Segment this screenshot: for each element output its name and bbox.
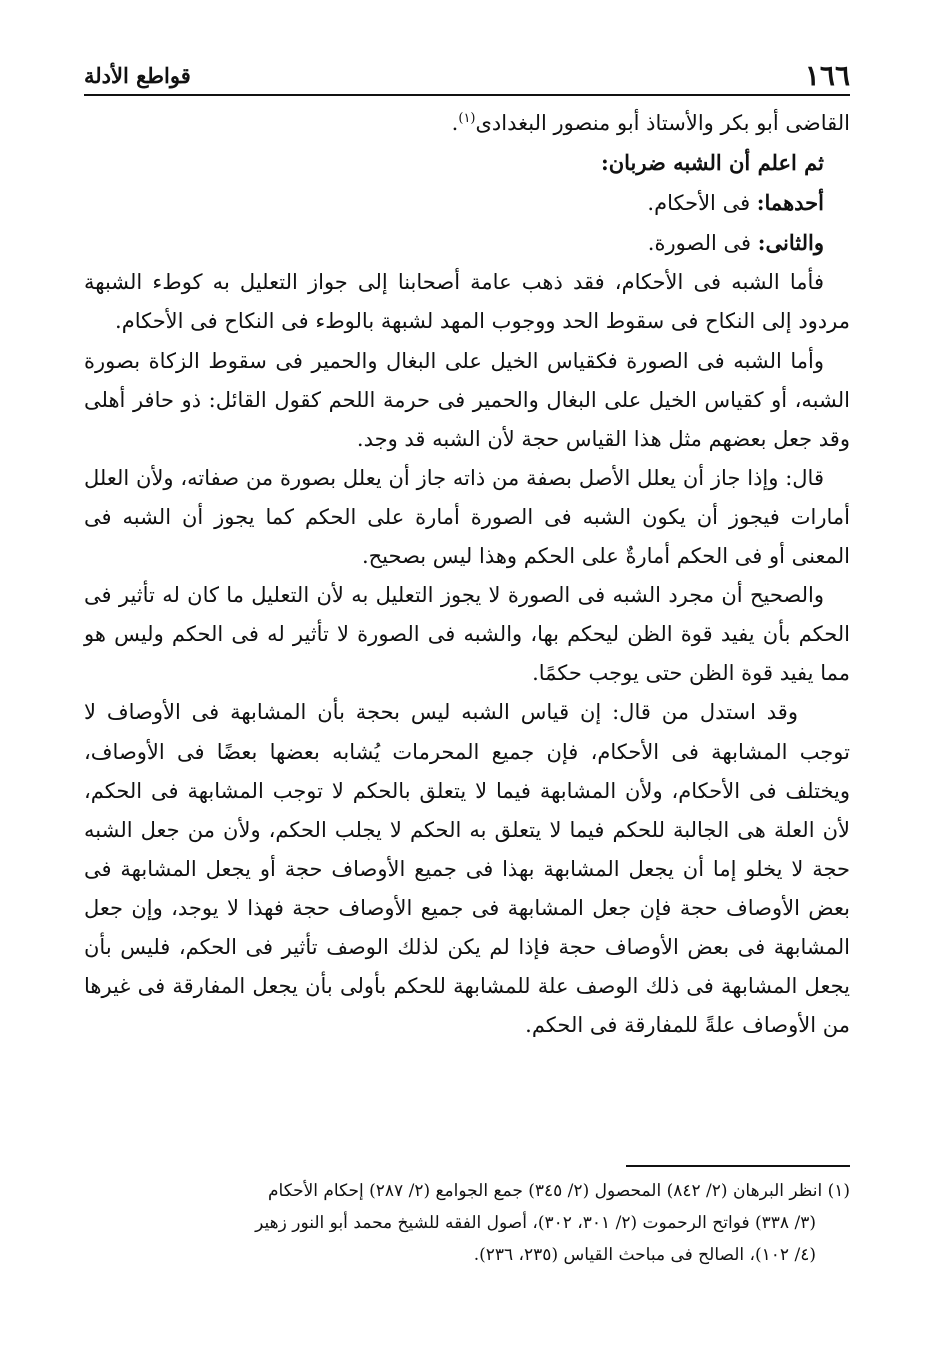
- paragraph-9: وقد استدل من قال: إن قياس الشبه ليس بحجة بأن المشابهة فى الأوصاف لا توجب المشابهة فى الأحكام، فإن جميع المحرمات يُشابه بعضها بعضًا فى الأوصاف، ويختلف فى الأحكام، ولأن المشابهة فيما لا يتعلق بالحكم لا توجب المشابهة فى الحكم، لأن العلة هى الجالبة للحكم فيما لا يتعلق به الحكم لا يجلب الحكم، ولأن من جعل الشبه حجة لا يخلو إما أن يجعل المشابهة بهذا فى جميع الأوصاف حجة أو يجعل المشابهة فى بعض الأوصاف حجة فإن جعل المشابهة فى جميع الأوصاف حجة فهذا لا يوجد، وإن جعل المشابهة فى بعض الأوصاف حجة فإذا لم يكن لذلك الوصف تأثير فى الحكم، فليس بأن يجعل المشابهة فى ذلك الوصف علة للمشابهة للحكم بأولى بأن يجعل المفارقة فى غيرها من الأوصاف علةً للمفارقة فى الحكم.: [84, 700, 850, 1038]
- page-header: [84, 52, 850, 92]
- paragraph-2: [84, 143, 850, 183]
- paragraph-1: [84, 104, 850, 143]
- paragraph-4-text: فى الصورة.: [647, 231, 758, 256]
- paragraph-5: فأما الشبه فى الأحكام، فقد ذهب عامة أصحابنا إلى جواز التعليل به كوطء الشبهة مردود إلى النكاح فى سقوط الحد ووجوب المهد لشبهة بالوطء فى النكاح فى الأحكام.: [84, 270, 850, 334]
- paragraph-4: [84, 223, 850, 263]
- footnote-1-line-1: (١) انظر البرهان (٢/ ٨٤٢) المحصول (٢/ ٣٤٥) جمع الجوامع (٢/ ٢٨٧) إحكام الأحكام: [267, 1181, 850, 1201]
- paragraph-6: وأما الشبه فى الصورة فكقياس الخيل على البغال والحمير فى سقوط الزكاة بصورة الشبه، أو كقياس الخيل على البغال والحمير فى حرمة اللحم كقول القائل: ذو حافر أهلى وقد جعل بعضهم مثل هذا القياس حجة لأن الشبه قد وجد.: [84, 348, 850, 451]
- paragraph-3-label: أحدهما:: [756, 190, 824, 216]
- paragraph-8: والصحيح أن مجرد الشبه فى الصورة لا يجوز التعليل به لأن التعليل ما كان له تأثير فى الحكم بأن يفيد قوة الظن ليحكم بها، والشبه فى الصورة لا تأثير له فى الحكم وليس هو مما يفيد قوة الظن حتى يوجب حكمًا.: [84, 583, 850, 686]
- main-text: [84, 104, 850, 1045]
- paragraph-3-text: فى الأحكام.: [647, 191, 757, 216]
- page-number: ١٦٦: [804, 59, 850, 92]
- paragraph-1-text: القاضى أبو بكر والأستاذ أبو منصور البغدادى: [475, 111, 850, 135]
- paragraph-4-label: والثانى:: [757, 230, 824, 256]
- running-title: قواطع الأدلة: [84, 63, 191, 88]
- footnote-rule: [626, 1165, 850, 1167]
- footnote-1-line-2: (٣/ ٣٣٨) فواتح الرحموت (٢/ ٣٠١، ٣٠٢)، أصول الفقه للشيخ محمد أبو النور زهير: [255, 1213, 816, 1233]
- paragraph-2-text: ثم اعلم أن الشبه ضربان:: [600, 150, 824, 176]
- paragraph-7: قال: وإذا جاز أن يعلل الأصل بصفة من ذاته جاز أن يعلل بصورة من صفاته، ولأن العلل أمارات فيجوز أن يكون الشبه فى الصورة أمارة على الحكم كما يجوز أن الشبه فى المعنى أو فى الحكم أمارةٌ على الحكم وهذا ليس بصحيح.: [84, 465, 850, 569]
- header-rule: [84, 94, 850, 96]
- paragraph-1-end: .: [451, 111, 459, 135]
- footnote-1-line-3: (٤/ ١٠٢)، الصالح فى مباحث القياس (٢٣٥، ٢٣٦).: [473, 1245, 816, 1265]
- footnotes: [84, 1175, 850, 1271]
- paragraph-3: [84, 183, 850, 223]
- footnote-reference: (١): [458, 111, 476, 126]
